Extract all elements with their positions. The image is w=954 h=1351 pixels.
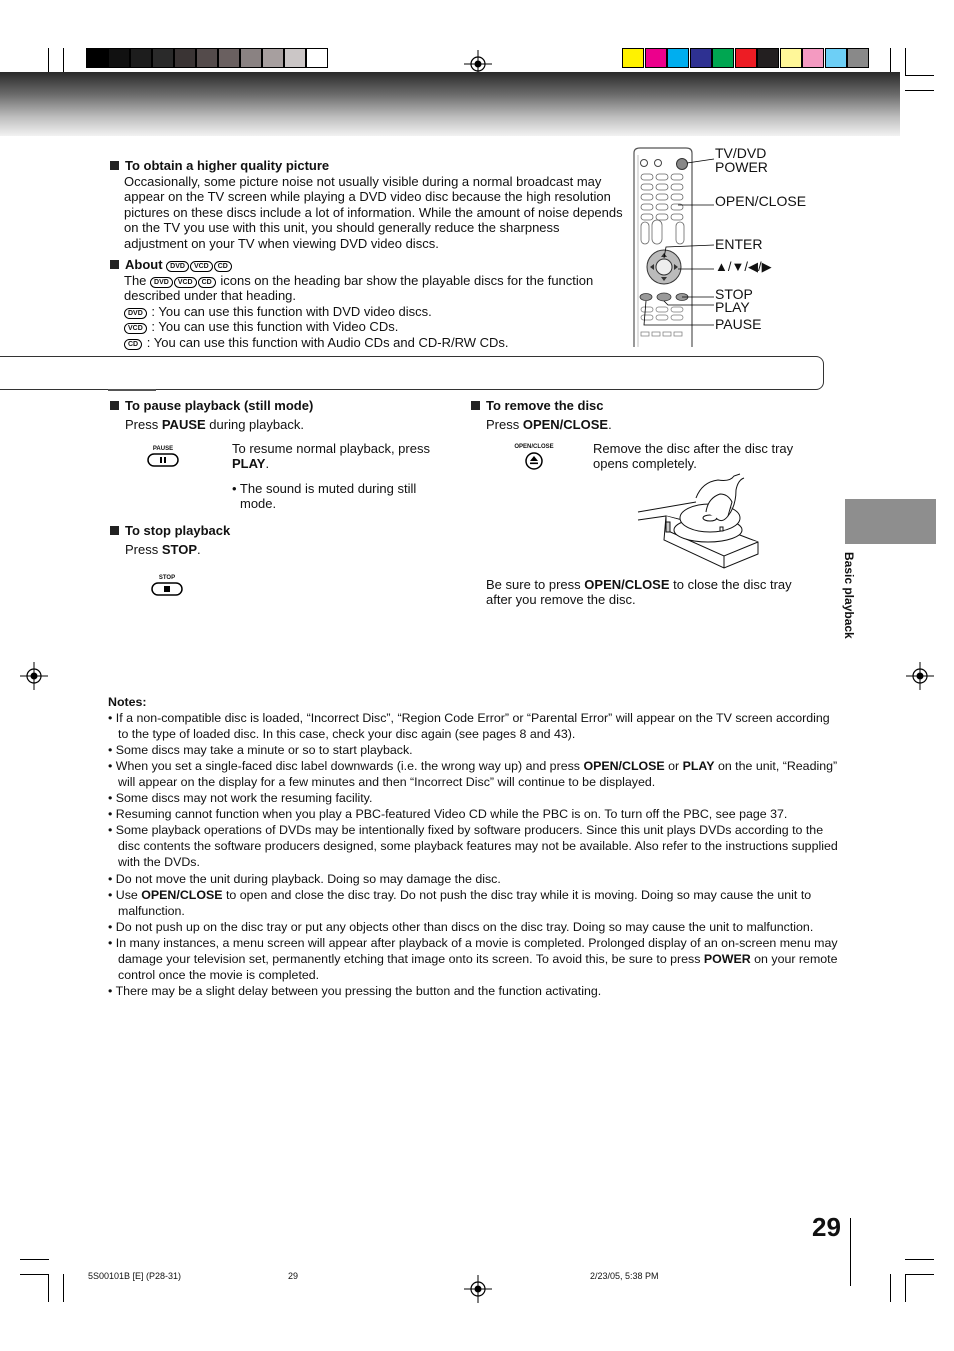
dvd-disc-icon: DVD [150,277,173,288]
gray-swatch [86,48,108,68]
quality-body: Occasionally, some picture noise not usually visible during a normal broadcast may appear on the TV screen while playing a DVD video disc because the high resolution pictures on these discs include a lot of information. While the amount of noise depends on the TV you use with this unit, you should generally reduce the sharpness adjustment on your TV when viewing DVD video discs. [124,174,623,251]
label-tv-dvd: TV/DVD [715,145,767,161]
gray-swatch [240,48,262,68]
vcd-disc-icon: VCD [190,261,213,272]
crop-mark [905,90,934,91]
square-bullet-icon [110,260,119,269]
gray-swatch [174,48,196,68]
pause-muted-note: • The sound is muted during still mode. [232,481,417,512]
pause-icon [146,452,180,468]
color-swatch [735,48,757,68]
vcd-disc-icon: VCD [124,323,147,334]
note-item: • Do not push up on the disc tray or put any objects other than discs on the disc tray. Doing so may cause the unit to malfunction. [108,919,838,935]
section-heading-tab [108,389,156,391]
note-item: • Some discs may not work the resuming facility. [108,790,838,806]
pause-section [110,398,450,432]
pause-button-caption: PAUSE [152,446,174,452]
cd-disc-icon: CD [198,277,216,288]
eject-icon [514,450,554,472]
note-item: • Resuming cannot function when you play a PBC-featured Video CD while the PBC is on. To turn off the PBC, see page 37. [108,806,838,822]
crop-mark [905,1274,906,1302]
crop-mark [890,1274,891,1302]
registration-mark-icon [906,662,934,690]
color-swatch [802,48,824,68]
pause-heading: To pause playback (still mode) [110,398,450,413]
note-item: • In many instances, a menu screen will appear after playback of a movie is completed. Prolonged display of an on-screen menu may damage your television set, permanently etching that image onto its screen. To avoid this, be sure to press POWER on your remote control once the movie is completed. [108,935,838,983]
label-arrows: ▲/▼/◀/▶ [715,259,772,274]
side-tab-label: Basic playback [842,552,856,639]
cd-disc-icon: CD [214,261,232,272]
remote-control-icon [630,145,720,347]
notes-list [108,710,838,999]
label-pause: PAUSE [715,316,762,332]
gray-swatch [152,48,174,68]
vcd-disc-icon: VCD [174,277,197,288]
square-bullet-icon [110,526,119,535]
note-item: • Some playback operations of DVDs may be intentionally fixed by software producers. Since this unit plays DVDs according to the disc contents the software producers designed, some playback features may not be available. Also refer to the instructions supplied with the DVDs. [108,822,838,870]
about-heading: About DVD VCD CD [110,257,630,272]
square-bullet-icon [110,401,119,410]
remove-instruction: Press OPEN/CLOSE. [486,417,612,432]
note-item: • When you set a single-faced disc label downwards (i.e. the wrong way up) and press OPEN/CLOSE or PLAY on the unit, “Reading” will appear on the display for a few minutes and then “Incorrect Disc” will continue to be displayed. [108,758,838,790]
stop-heading: To stop playback [110,523,450,538]
pause-button [146,446,180,471]
label-play: PLAY [715,299,750,315]
color-swatch [825,48,847,68]
quality-heading: To obtain a higher quality picture [110,158,625,173]
square-bullet-icon [110,161,119,170]
note-item: • If a non-compatible disc is loaded, “Incorrect Disc”, “Region Code Error” or “Parental Error” will appear on the TV screen according to the type of loaded disc. In this case, check your disc again (see pages 8 and 43). [108,710,838,742]
gray-swatch [306,48,328,68]
pause-resume-text: To resume normal playback, press PLAY. [232,441,430,472]
gray-swatch [130,48,152,68]
pause-instruction: Press PAUSE during playback. [125,417,304,432]
note-item: • Some discs may take a minute or so to start playback. [108,742,838,758]
dvd-disc-icon: DVD [166,261,189,272]
color-swatch [780,48,802,68]
close-tray-note: Be sure to press OPEN/CLOSE to close the disc tray after you remove the disc. [486,577,792,608]
dvd-disc-icon: DVD [124,308,147,319]
note-item: • There may be a slight delay between you pressing the button and the function activating. [108,983,838,999]
open-close-caption: OPEN/CLOSE [514,444,554,450]
remove-heading: To remove the disc [471,398,811,413]
side-tab-marker [845,499,936,544]
color-swatch [757,48,779,68]
crop-mark [63,1274,64,1302]
square-bullet-icon [471,401,480,410]
stop-section [110,523,450,557]
gray-swatch [196,48,218,68]
disc-tray-illustration [636,472,762,570]
label-open-close: OPEN/CLOSE [715,193,807,209]
remove-section [471,398,811,432]
crop-mark [905,48,906,76]
gray-swatch [108,48,130,68]
gray-swatch [262,48,284,68]
crop-mark [905,1259,934,1260]
gray-swatch [218,48,240,68]
crop-mark [20,1274,49,1275]
stop-button-caption: STOP [158,575,176,581]
color-swatch [645,48,667,68]
label-stop: STOP [715,286,753,302]
color-swatch [847,48,869,68]
gray-swatch [284,48,306,68]
quality-section [110,158,625,251]
footer-page: 29 [288,1271,299,1281]
footer-code: 5S00101B [E] (P28-31) [88,1271,182,1281]
crop-mark [48,1274,49,1302]
crop-mark [905,1274,934,1275]
stop-icon [150,581,184,597]
color-swatch [667,48,689,68]
notes-section [108,694,838,999]
crop-mark [905,75,934,76]
footer-date: 2/23/05, 5:38 PM [590,1271,659,1281]
notes-title: Notes: [108,695,147,709]
open-close-button [514,444,554,475]
cd-disc-icon: CD [124,339,142,350]
note-item: • Do not move the unit during playback. Doing so may damage the disc. [108,871,838,887]
note-item: • Use OPEN/CLOSE to open and close the disc tray. Do not push the disc tray while it is moving. Doing so may cause the unit to malfunction. [108,887,838,919]
registration-mark-icon [20,662,48,690]
page-number-rule [850,1218,851,1286]
about-body: The DVD VCD CD icons on the heading bar show the playable discs for the function described under that heading. DVD : You can use this function with DVD video discs. VCD : You can use this function with Video CDs. CD : You can use this function with Audio CDs and CD-R/RW CDs. [124,273,594,350]
label-power: POWER [715,159,768,175]
color-swatch [712,48,734,68]
remove-disc-text: Remove the disc after the disc tray opens completely. [593,441,794,472]
registration-mark-icon [464,1275,492,1303]
stop-button [150,575,184,600]
header-band [0,72,900,136]
color-swatch [622,48,644,68]
label-enter: ENTER [715,236,763,252]
color-swatch [690,48,712,68]
stop-instruction: Press STOP. [125,542,201,557]
crop-mark [20,1259,49,1260]
about-section [110,257,630,350]
section-heading-bar [0,356,824,390]
page-number: 29 [812,1212,841,1242]
